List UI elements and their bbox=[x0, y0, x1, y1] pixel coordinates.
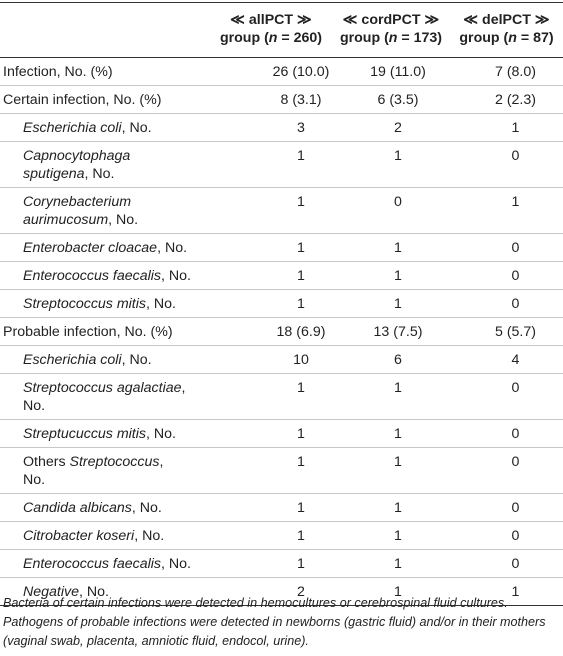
table-footnote: Bacteria of certain infections were detected in hemocultures or cerebrospinal fluid cultures. Pathogens of probable infections were detected in newborns (gastric fluid) and/or in their mothers (vaginal swab, placenta, amniotic fluid, endocol, urine). bbox=[3, 596, 546, 648]
cordpct-value: 1 bbox=[332, 494, 450, 522]
row-label-line2: No. bbox=[23, 398, 46, 414]
table-row bbox=[0, 114, 563, 142]
cordpct-value: 1 bbox=[332, 550, 450, 578]
allpct-value: 1 bbox=[210, 420, 332, 448]
delpct-value: 1 bbox=[450, 114, 563, 142]
row-label-suffix: , No. bbox=[146, 296, 176, 312]
cordpct-value: 1 bbox=[332, 142, 450, 188]
cordpct-value: 13 (7.5) bbox=[332, 318, 450, 346]
header-empty-cell bbox=[0, 3, 210, 58]
delpct-value: 7 (8.0) bbox=[494, 64, 536, 80]
header-delpct-group-text: group ( bbox=[459, 30, 509, 46]
allpct-value: 1 bbox=[210, 290, 332, 318]
header-allpct bbox=[210, 3, 332, 58]
table-row bbox=[0, 290, 563, 318]
allpct-value: 1 bbox=[210, 522, 332, 550]
organism-name: Citrobacter koseri bbox=[23, 528, 135, 544]
header-delpct-count bbox=[454, 29, 559, 47]
delpct-value: 0 bbox=[450, 142, 563, 188]
organism-name: Capnocytophaga bbox=[23, 148, 131, 164]
table-row bbox=[0, 346, 563, 374]
delpct-value: 4 bbox=[450, 346, 563, 374]
organism-name: Enterococcus faecalis bbox=[23, 556, 162, 572]
allpct-value: 1 bbox=[210, 234, 332, 262]
cordpct-value: 6 bbox=[332, 346, 450, 374]
row-label-text: Probable infection, No. (%) bbox=[3, 324, 173, 340]
row-label bbox=[0, 290, 210, 318]
organism-name: Corynebacterium bbox=[23, 194, 132, 210]
table-row bbox=[0, 262, 563, 290]
row-label bbox=[0, 522, 210, 550]
row-label bbox=[0, 188, 210, 234]
row-label-suffix: , No. bbox=[146, 426, 176, 442]
row-label-suffix: , No. bbox=[121, 120, 152, 136]
header-allpct-count bbox=[214, 29, 328, 47]
header-cordpct-count bbox=[336, 29, 446, 47]
allpct-value: 2 bbox=[210, 578, 332, 606]
row-label bbox=[0, 374, 210, 420]
row-label-suffix: , No. bbox=[121, 352, 152, 368]
allpct-value: 8 (3.1) bbox=[210, 86, 332, 114]
table-row bbox=[0, 522, 563, 550]
row-label-suffix: , No. bbox=[157, 240, 188, 256]
table-row bbox=[0, 318, 563, 346]
row-label bbox=[0, 318, 210, 346]
row-label-text: Infection, No. (%) bbox=[3, 64, 113, 80]
header-delpct-n: n bbox=[508, 30, 517, 46]
allpct-value: 1 bbox=[210, 448, 332, 494]
row-label-suffix: , bbox=[181, 380, 186, 396]
delpct-value: 1 bbox=[450, 578, 563, 606]
delpct-value: 0 bbox=[450, 262, 563, 290]
allpct-value: 1 bbox=[210, 494, 332, 522]
cordpct-value: 1 bbox=[332, 420, 450, 448]
cordpct-value: 2 bbox=[332, 114, 450, 142]
organism-name: Streptococcus bbox=[69, 454, 160, 470]
delpct-value: 0 bbox=[450, 374, 563, 420]
row-label-suffix: , No. bbox=[79, 584, 109, 600]
header-allpct-title: ≪ allPCT ≫ bbox=[230, 12, 312, 28]
header-cordpct-n-value: = 173) bbox=[397, 30, 443, 46]
row-label-suffix: , No. bbox=[161, 556, 191, 572]
header-delpct-n-value: = 87) bbox=[516, 30, 554, 46]
table-row bbox=[0, 374, 563, 420]
organism-name-line2: sputigena bbox=[23, 166, 85, 182]
row-label bbox=[0, 114, 210, 142]
row-label bbox=[0, 58, 210, 86]
delpct-value: 1 bbox=[450, 188, 563, 234]
row-label bbox=[0, 494, 210, 522]
table-body bbox=[0, 58, 563, 606]
header-cordpct bbox=[332, 3, 450, 58]
delpct-value: 0 bbox=[450, 234, 563, 262]
row-label bbox=[0, 420, 210, 448]
row-label-suffix: , No. bbox=[108, 212, 139, 228]
organism-name: Streptucuccus mitis bbox=[23, 426, 146, 442]
table-row bbox=[0, 448, 563, 494]
header-cordpct-title: ≪ cordPCT ≫ bbox=[342, 12, 440, 28]
row-label bbox=[0, 448, 210, 494]
row-label-prefix: Others bbox=[23, 454, 70, 470]
row-label bbox=[0, 346, 210, 374]
row-label bbox=[0, 262, 210, 290]
row-label-line2: No. bbox=[23, 472, 46, 488]
cordpct-value: 0 bbox=[332, 188, 450, 234]
delpct-value: 0 bbox=[450, 448, 563, 494]
delpct-value: 0 bbox=[450, 494, 563, 522]
cordpct-value: 1 bbox=[332, 262, 450, 290]
delpct-value: 0 bbox=[450, 290, 563, 318]
header-delpct bbox=[450, 3, 563, 58]
organism-name: Negative bbox=[23, 584, 79, 600]
allpct-value: 1 bbox=[210, 550, 332, 578]
table-row bbox=[0, 420, 563, 448]
table-row bbox=[0, 58, 563, 86]
allpct-value: 18 (6.9) bbox=[210, 318, 332, 346]
organism-name: Enterococcus faecalis bbox=[23, 268, 162, 284]
header-delpct-title: ≪ delPCT ≫ bbox=[463, 12, 550, 28]
table-row bbox=[0, 86, 563, 114]
organism-name: Streptococcus mitis bbox=[23, 296, 146, 312]
organism-name-line2: aurimucosum bbox=[23, 212, 109, 228]
table-row bbox=[0, 188, 563, 234]
delpct-value: 5 (5.7) bbox=[450, 318, 563, 346]
header-row bbox=[0, 3, 563, 58]
organism-name: Escherichia coli bbox=[23, 352, 122, 368]
delpct-value: 0 bbox=[450, 522, 563, 550]
row-label bbox=[0, 86, 210, 114]
allpct-value: 3 bbox=[210, 114, 332, 142]
infection-table bbox=[0, 2, 563, 606]
table-row bbox=[0, 142, 563, 188]
allpct-value: 1 bbox=[210, 262, 332, 290]
cordpct-value: 19 (11.0) bbox=[370, 64, 426, 80]
row-label-suffix: , No. bbox=[134, 528, 165, 544]
delpct-value: 0 bbox=[450, 420, 563, 448]
cordpct-value: 1 bbox=[332, 578, 450, 606]
table-row bbox=[0, 550, 563, 578]
allpct-value: 1 bbox=[210, 374, 332, 420]
allpct-value: 1 bbox=[210, 188, 332, 234]
header-cordpct-n: n bbox=[388, 30, 398, 46]
row-label-suffix: , bbox=[159, 454, 164, 470]
delpct-value: 2 (2.3) bbox=[450, 86, 563, 114]
row-label bbox=[0, 142, 210, 188]
header-cordpct-group-text: group ( bbox=[339, 30, 389, 46]
organism-name: Candida albicans bbox=[23, 500, 132, 516]
row-label bbox=[0, 234, 210, 262]
organism-name: Escherichia coli bbox=[23, 120, 122, 136]
cordpct-value: 1 bbox=[332, 290, 450, 318]
cordpct-value: 1 bbox=[332, 374, 450, 420]
allpct-value: 10 bbox=[210, 346, 332, 374]
allpct-value: 1 bbox=[210, 142, 332, 188]
cordpct-value: 1 bbox=[332, 522, 450, 550]
row-label bbox=[0, 550, 210, 578]
row-label-suffix: , No. bbox=[84, 166, 115, 182]
organism-name: Enterobacter cloacae bbox=[23, 240, 158, 256]
delpct-value: 0 bbox=[450, 550, 563, 578]
row-label-suffix: , No. bbox=[131, 500, 162, 516]
row-label-suffix: , No. bbox=[161, 268, 191, 284]
cordpct-value: 1 bbox=[332, 234, 450, 262]
table-row bbox=[0, 494, 563, 522]
row-label-text: Certain infection, No. (%) bbox=[3, 92, 162, 108]
header-allpct-n: n bbox=[268, 30, 278, 46]
allpct-value: 26 (10.0) bbox=[272, 64, 330, 80]
header-allpct-group-text: group ( bbox=[219, 30, 269, 46]
cordpct-value: 6 (3.5) bbox=[332, 86, 450, 114]
organism-name: Streptococcus agalactiae bbox=[23, 380, 182, 396]
table-row bbox=[0, 234, 563, 262]
cordpct-value: 1 bbox=[332, 448, 450, 494]
header-allpct-n-value: = 260) bbox=[277, 30, 323, 46]
